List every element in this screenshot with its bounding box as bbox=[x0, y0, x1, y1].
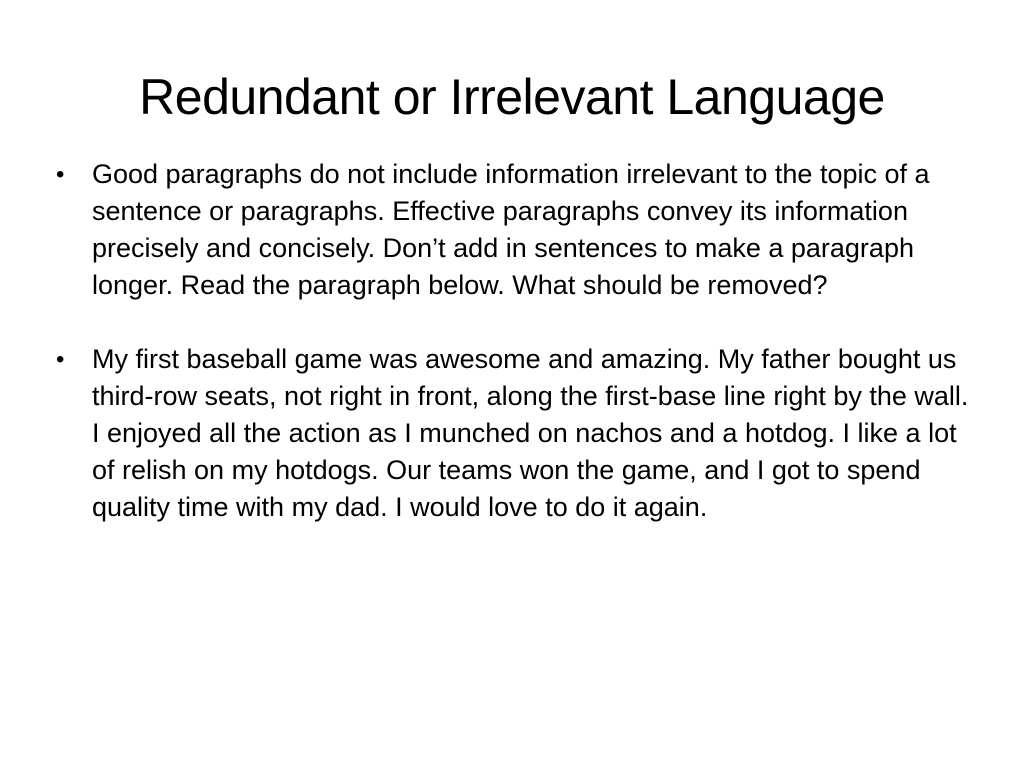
bullet-text-2: My first baseball game was awesome and amazing. My father bought us third-row seats, not right in front, along the first-base line right by the wall. I enjoyed all the action as I munched on nachos and a hotdog. I like a lot of relish on my hotdogs. Our teams won the game, and I got to spend quality time with my dad. I would love to do it again. bbox=[92, 344, 969, 522]
slide-title: Redundant or Irrelevant Language bbox=[139, 69, 885, 125]
bullet-marker-icon: • bbox=[56, 346, 65, 373]
bullet-item-2 bbox=[52, 341, 982, 526]
bullet-text-1: Good paragraphs do not include information irrelevant to the topic of a sentence or paragraphs. Effective paragraphs convey its information precisely and concisely. Don’t add in sentences to make a paragraph longer. Read the paragraph below. What should be removed? bbox=[92, 159, 930, 300]
bullet-list bbox=[52, 156, 982, 526]
bullet-item-1 bbox=[52, 156, 982, 304]
bullet-marker-icon: • bbox=[56, 161, 65, 188]
